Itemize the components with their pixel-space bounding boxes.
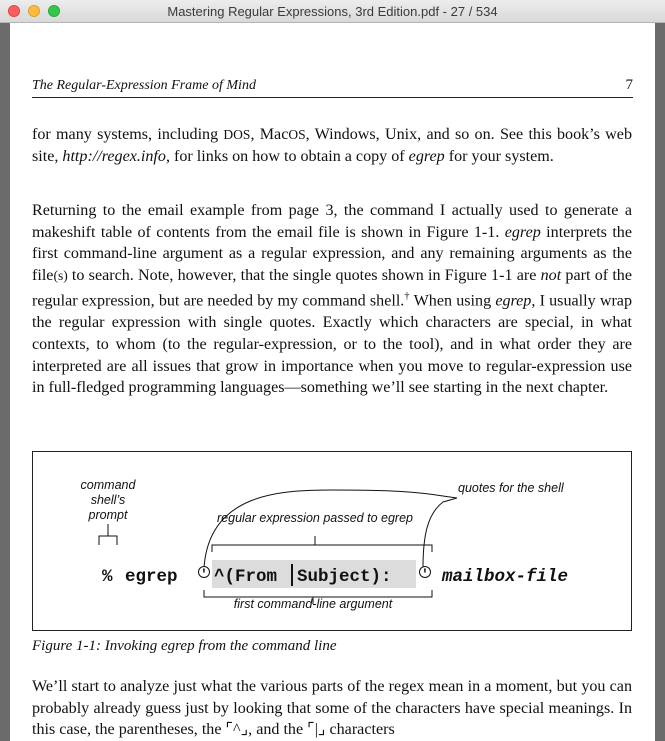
quote-open: ' xyxy=(200,567,208,582)
prompt-bracket xyxy=(99,524,117,545)
quote-curve-left xyxy=(204,490,457,568)
label-prompt-line-2: shell’s xyxy=(90,493,126,507)
running-header xyxy=(32,77,633,98)
regex-part-1: ^(From xyxy=(214,567,278,587)
regex-part-2: Subject): xyxy=(297,567,392,587)
file-argument: mailbox-file xyxy=(442,567,569,587)
label-argument: first command-line argument xyxy=(233,597,393,611)
figure-diagram xyxy=(33,452,631,630)
figure-1-1 xyxy=(32,451,632,631)
page-number: 7 xyxy=(625,77,633,93)
figure-caption: Figure 1-1: Invoking egrep from the command line xyxy=(32,638,337,654)
paragraph-2: Returning to the email example from page 3, the command I actually used to generate a makeshift table of contents from the email file is shown in Figure 1-1. egrep interprets the first command-line argument as a regular expression, and any remaining arguments as the file(s) to search. Note, however, that the single quotes shown in Figure 1-1 are not part of the regular expression, but are needed by my command shell.† When using egrep, I usually wrap the regular expression with single quotes. Exactly which characters are special, in what contexts, to whom (to the regular-expression, or to the tool), and in what order they are interpreted are all issues that grow in importance when you move to regular-expression use in full-fledged programming languages—something we’ll see starting in the next chapter. xyxy=(32,202,632,397)
quote-close: ' xyxy=(421,567,429,582)
label-prompt-line-3: prompt xyxy=(88,508,128,522)
paragraph-1: for many systems, including DOS, MacOS, Windows, Unix, and so on. See this book’s web site, http://regex.info, for links on how to obtain a copy of egrep for your system. xyxy=(32,126,632,165)
window-title: Mastering Regular Expressions, 3rd Edition.pdf - 27 / 534 xyxy=(167,4,498,19)
label-regex: regular expression passed to egrep xyxy=(217,511,413,525)
label-quotes: quotes for the shell xyxy=(458,481,564,495)
window-titlebar xyxy=(0,0,665,23)
label-prompt-line-1: command xyxy=(80,478,136,492)
quote-curve-right xyxy=(423,498,457,568)
command-egrep: egrep xyxy=(125,567,178,587)
prompt-symbol: % xyxy=(102,567,113,587)
pdf-page[interactable] xyxy=(10,23,655,741)
running-head-title: The Regular-Expression Frame of Mind xyxy=(32,78,256,93)
url-link[interactable]: http://regex.info xyxy=(62,147,166,165)
paragraph-3: We’ll start to analyze just what the various parts of the regex mean in a moment, but you can probably already guess just by looking that some of the characters have special meanings. In this case, the parentheses, the ⌜^⌟, and the ⌜|⌟ characters xyxy=(32,678,632,739)
regex-bracket-top xyxy=(212,536,432,552)
